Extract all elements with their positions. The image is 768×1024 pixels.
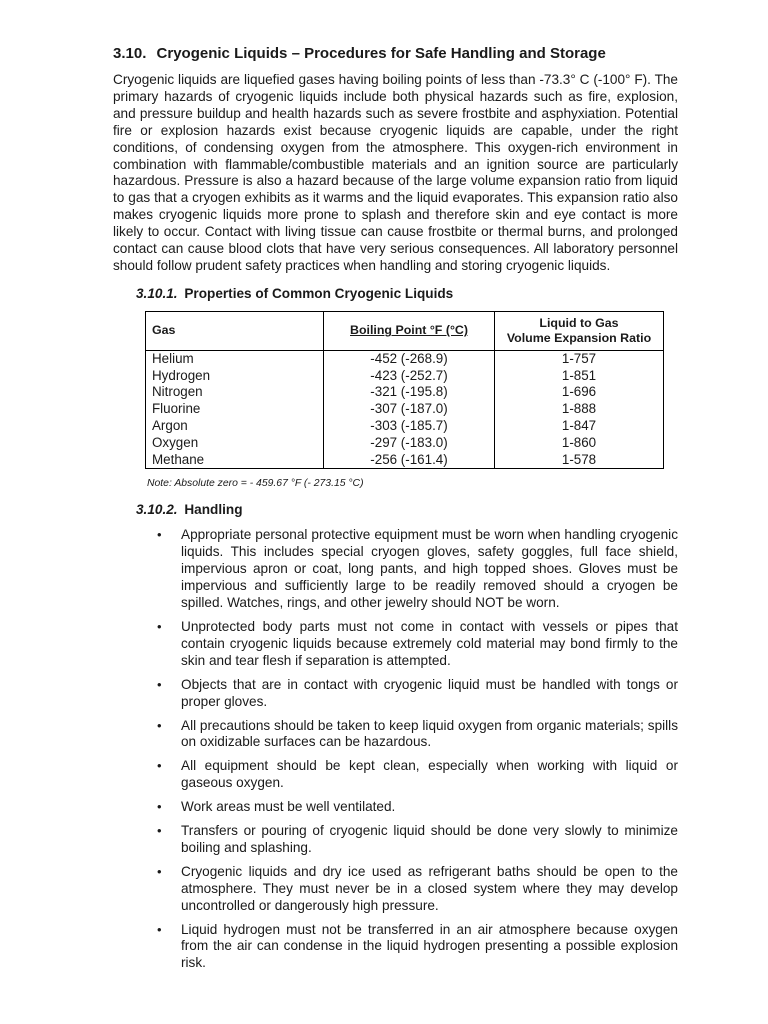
list-item <box>113 799 678 816</box>
section-title <box>113 44 678 64</box>
list-item <box>113 718 678 752</box>
bullet-icon: • <box>157 676 162 692</box>
handling-title: Handling <box>184 502 243 518</box>
cell-ratio: 1-860 <box>495 435 664 452</box>
section-number: 3.10. <box>113 45 147 62</box>
table-row <box>146 368 664 385</box>
header-ratio-line1: Liquid to Gas <box>539 315 619 330</box>
handling-list <box>113 527 678 972</box>
cell-ratio: 1-847 <box>495 418 664 435</box>
cell-ratio: 1-757 <box>495 350 664 367</box>
cell-boiling-point: -307 (-187.0) <box>324 401 495 418</box>
table-row <box>146 435 664 452</box>
handling-heading <box>136 501 678 519</box>
bullet-icon: • <box>157 618 162 634</box>
absolute-zero-note: Note: Absolute zero = - 459.67 °F (- 273.15 °C) <box>147 478 364 490</box>
list-item <box>113 864 678 915</box>
list-item <box>113 758 678 792</box>
list-item-text: Appropriate personal protective equipment must be worn when handling cryogenic liquids. This includes special cryogen gloves, safety goggles, full face shield, impervious apron or coat, long pants, and high topped shoes. Gloves must be impervious and sufficiently large to be readily removed should a cryogen be spilled. Watches, rings, and other jewelry should NOT be worn. <box>181 527 678 611</box>
list-item-text: Work areas must be well ventilated. <box>181 799 396 815</box>
list-item <box>113 619 678 670</box>
cell-boiling-point: -423 (-252.7) <box>324 368 495 385</box>
cell-gas: Fluorine <box>146 401 324 418</box>
cell-boiling-point: -297 (-183.0) <box>324 435 495 452</box>
list-item <box>113 823 678 857</box>
table-row <box>146 418 664 435</box>
cell-boiling-point: -452 (-268.9) <box>324 350 495 367</box>
section-name: Cryogenic Liquids <box>156 45 288 62</box>
list-item-text: All precautions should be taken to keep liquid oxygen from organic materials; spills on oxidizable surfaces can be hazardous. <box>181 717 678 750</box>
table-header-row <box>146 311 664 350</box>
list-item-text: All equipment should be kept clean, especially when working with liquid or gaseous oxygen. <box>181 758 678 791</box>
header-ratio-line2: Volume Expansion Ratio <box>506 330 652 345</box>
bullet-icon: • <box>157 717 162 733</box>
document-page <box>113 44 678 979</box>
list-item-text: Objects that are in contact with cryogenic liquid must be handled with tongs or proper gloves. <box>181 676 678 709</box>
table-row <box>146 384 664 401</box>
cell-gas: Methane <box>146 452 324 469</box>
handling-number: 3.10.2. <box>136 502 178 518</box>
properties-number: 3.10.1. <box>136 285 178 301</box>
list-item-text: Cryogenic liquids and dry ice used as refrigerant baths should be open to the atmosphere. They must never be in a closed system where they may develop uncontrolled or dangerously high pressure. <box>181 863 678 913</box>
list-item-text: Liquid hydrogen must not be transferred in an air atmosphere because oxygen from the air can condense in the liquid hydrogen presenting a possible explosion risk. <box>181 921 678 971</box>
cell-gas: Oxygen <box>146 435 324 452</box>
properties-title: Properties of Common Cryogenic Liquids <box>184 285 454 301</box>
cell-boiling-point: -321 (-195.8) <box>324 384 495 401</box>
header-boiling-point <box>324 311 495 350</box>
bullet-icon: • <box>157 758 162 774</box>
bullet-icon: • <box>157 921 162 937</box>
header-gas: Gas <box>146 311 324 350</box>
cell-ratio: 1-851 <box>495 368 664 385</box>
table-row <box>146 452 664 469</box>
cell-gas: Argon <box>146 418 324 435</box>
bullet-icon: • <box>157 527 162 543</box>
bullet-icon: • <box>157 863 162 879</box>
cell-boiling-point: -256 (-161.4) <box>324 452 495 469</box>
cell-boiling-point: -303 (-185.7) <box>324 418 495 435</box>
cell-gas: Nitrogen <box>146 384 324 401</box>
list-item <box>113 527 678 612</box>
properties-heading <box>136 285 678 303</box>
cell-gas: Helium <box>146 350 324 367</box>
list-item <box>113 677 678 711</box>
bullet-icon: • <box>157 799 162 815</box>
cell-gas: Hydrogen <box>146 368 324 385</box>
header-expansion-ratio <box>495 311 664 350</box>
section-subtitle: – Procedures for Safe Handling and Storage <box>287 45 606 62</box>
table-row <box>146 401 664 418</box>
properties-table <box>145 311 664 470</box>
list-item-text: Transfers or pouring of cryogenic liquid should be done very slowly to minimize boiling and splashing. <box>181 823 678 855</box>
table-row <box>146 350 664 367</box>
intro-paragraph: Cryogenic liquids are liquefied gases having boiling points of less than -73.3° C (-100° F). The primary hazards of cryogenic liquids include both physical hazards such as fire, explosion, and pressure buildup and health hazards such as severe frostbite and asphyxiation. Potential fire or explosion hazards exist because cryogenic liquids are capable, under the right conditions, of condensing oxygen from the atmosphere. This oxygen-rich environment in combination with flammable/combustible materials and an ignition source are particularly hazardous. Pressure is also a hazard because of the large volume expansion ratio from liquid to gas that a cryogen exhibits as it warms and the liquid evaporates. This expansion ratio also makes cryogenic liquids more prone to splash and therefore skin and eye contact is more likely to occur. Contact with living tissue can cause frostbite or thermal burns, and prolonged contact can cause blood clots that have very serious consequences. All laboratory personnel should follow prudent safety practices when handling and storing cryogenic liquids. <box>113 72 678 273</box>
list-item <box>113 922 678 973</box>
cell-ratio: 1-888 <box>495 401 664 418</box>
list-item-text: Unprotected body parts must not come in contact with vessels or pipes that contain cryogenic liquids because extremely cold material may bond firmly to the skin and tear flesh if separation is attempted. <box>181 618 678 668</box>
cell-ratio: 1-578 <box>495 452 664 469</box>
bullet-icon: • <box>157 823 162 839</box>
cell-ratio: 1-696 <box>495 384 664 401</box>
header-boiling-point-label: Boiling Point °F (°C) <box>350 323 468 338</box>
